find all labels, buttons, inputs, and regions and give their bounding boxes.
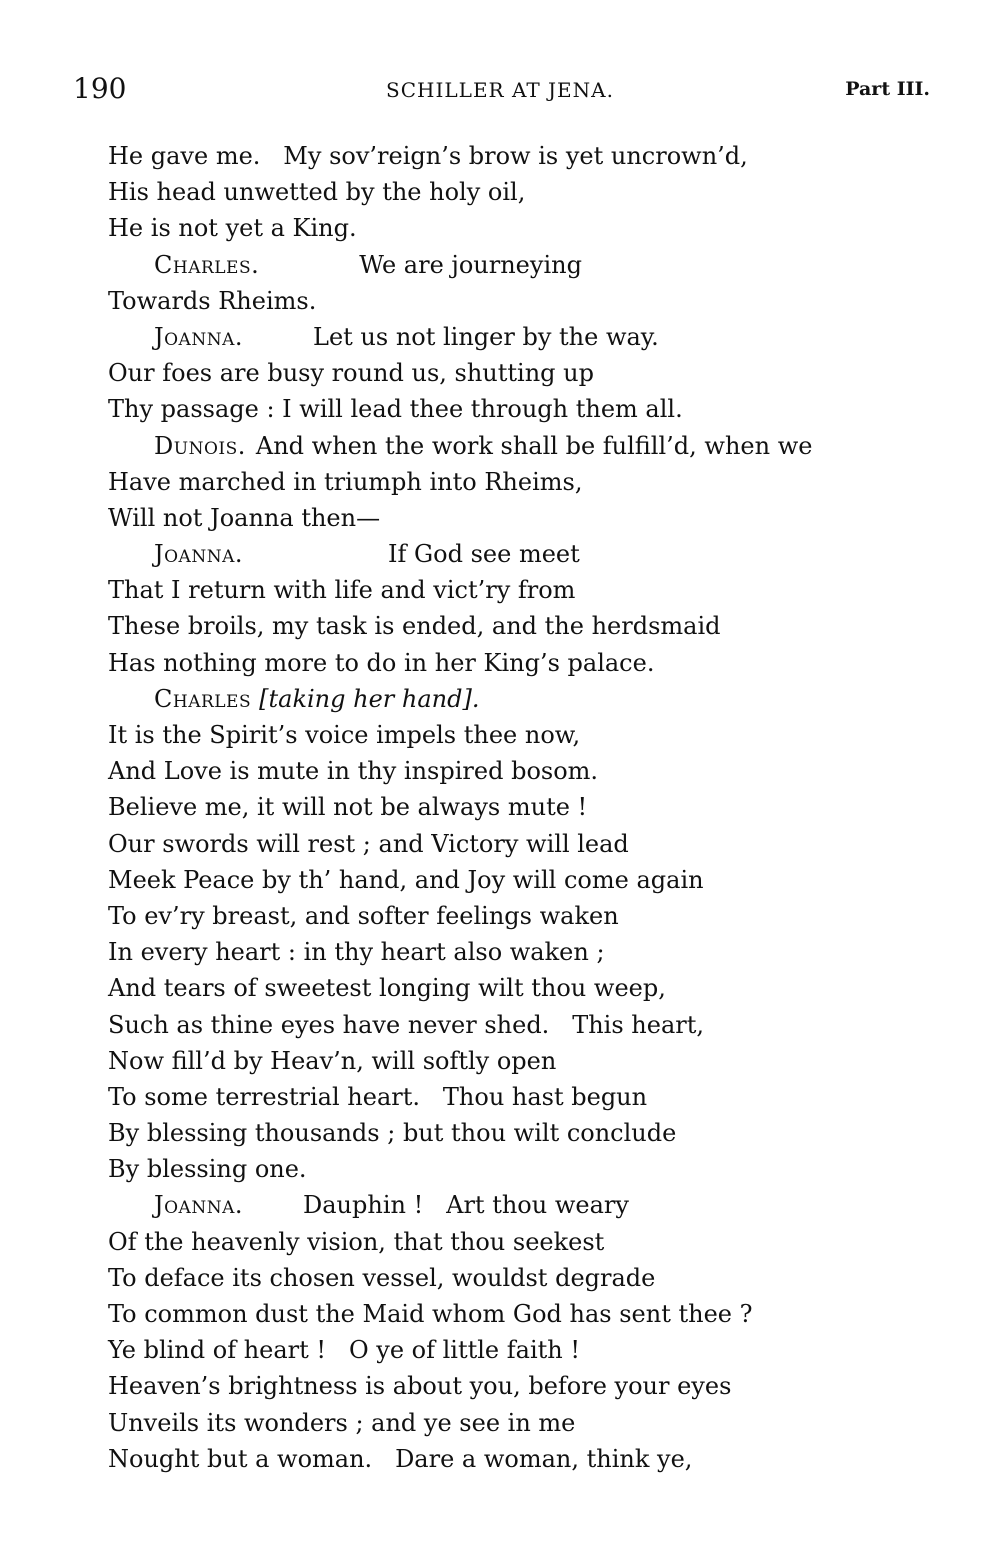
verse-line: In every heart : in thy heart also waken ;: [108, 938, 605, 967]
verse-line: Of the heavenly vision, that thou seekest: [108, 1227, 605, 1256]
verse-line: By blessing thousands ; but thou wilt conclude: [108, 1119, 677, 1148]
part-label: Part III.: [845, 78, 930, 100]
line-text: And when the work shall be fulfill’d, when we: [255, 431, 813, 460]
line-text: Let us not linger by the way.: [313, 322, 659, 351]
verse-line: To some terrestrial heart. Thou hast begun: [108, 1082, 648, 1111]
running-title: SCHILLER AT JENA.: [386, 78, 614, 102]
verse-line: Meek Peace by th’ hand, and Joy will come again: [108, 865, 704, 894]
verse-line: His head unwetted by the holy oil,: [108, 178, 526, 207]
verse-line: To common dust the Maid whom God has sent thee ?: [108, 1300, 753, 1328]
line-text: Dauphin ! Art thou weary: [303, 1191, 629, 1220]
verse-line: Has nothing more to do in her King’s palace.: [108, 648, 655, 677]
verse-line: Heaven’s brightness is about you, before your eyes: [108, 1372, 732, 1401]
verse-line: Believe me, it will not be always mute !: [108, 793, 588, 822]
verse-line: Such as thine eyes have never shed. This heart,: [108, 1010, 704, 1039]
verse-line: [108, 319, 928, 355]
speaker-name: Charles.: [154, 250, 260, 279]
verse-line: Will not Joanna then—: [108, 503, 381, 532]
page-number: 190: [73, 72, 127, 105]
verse-text: [108, 138, 928, 1477]
verse-line: And Love is mute in thy inspired bosom.: [108, 757, 599, 786]
page-header: [0, 70, 1000, 110]
line-text: If God see meet: [388, 540, 580, 569]
line-text: We are journeying: [359, 250, 582, 279]
speaker-name: Dunois.: [154, 431, 246, 460]
verse-line: [108, 536, 928, 572]
verse-line: [108, 1187, 928, 1223]
speaker-name: Joanna.: [154, 322, 243, 351]
verse-line: Our foes are busy round us, shutting up: [108, 359, 594, 388]
verse-line: Have marched in triumph into Rheims,: [108, 467, 583, 496]
verse-line: [108, 681, 928, 717]
verse-line: These broils, my task is ended, and the herdsmaid: [108, 612, 721, 641]
verse-line: Our swords will rest ; and Victory will lead: [108, 829, 629, 858]
stage-direction: [taking her hand].: [259, 684, 480, 713]
verse-line: Now fill’d by Heav’n, will softly open: [108, 1046, 557, 1075]
speaker-name: Joanna.: [154, 540, 243, 569]
verse-line: He gave me. My sov’reign’s brow is yet uncrown’d,: [108, 142, 748, 170]
verse-line: It is the Spirit’s voice impels thee now,: [108, 721, 581, 749]
verse-line: Unveils its wonders ; and ye see in me: [108, 1408, 576, 1437]
verse-line: He is not yet a King.: [108, 214, 357, 243]
verse-line: Towards Rheims.: [108, 286, 317, 315]
verse-line: Ye blind of heart ! O ye of little faith !: [108, 1336, 581, 1365]
verse-line: [108, 247, 928, 283]
verse-line: By blessing one.: [108, 1155, 307, 1184]
verse-line: [108, 428, 928, 464]
verse-line: To deface its chosen vessel, wouldst degrade: [108, 1263, 656, 1292]
verse-line: Nought but a woman. Dare a woman, think ye,: [108, 1444, 693, 1473]
verse-line: To ev’ry breast, and softer feelings waken: [108, 901, 619, 930]
verse-line: That I return with life and vict’ry from: [108, 576, 576, 605]
verse-line: And tears of sweetest longing wilt thou weep,: [108, 974, 666, 1003]
verse-line: Thy passage : I will lead thee through them all.: [108, 395, 683, 424]
speaker-name: Charles: [154, 684, 252, 713]
speaker-name: Joanna.: [154, 1191, 243, 1220]
